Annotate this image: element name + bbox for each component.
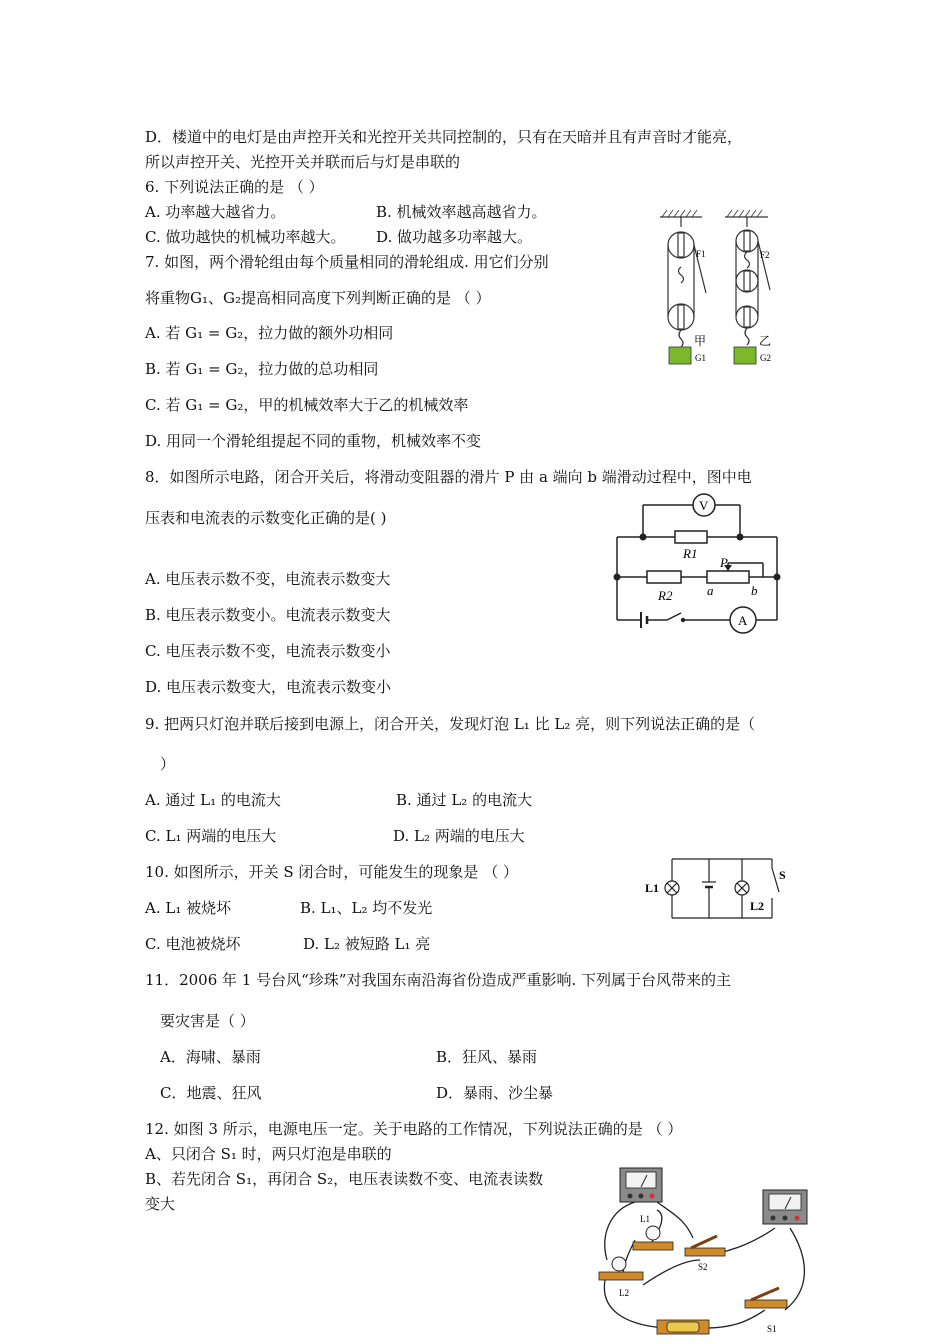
ammeter-label: A	[738, 613, 748, 628]
q9-stem-line1: 9. 把两只灯泡并联后接到电源上，闭合开关，发现灯泡 L₁ 比 L₂ 亮，则下列说法正确的是（	[145, 715, 756, 733]
q11-stem-line2: 要灾害是（ ）	[160, 1012, 255, 1030]
q8-option-b: B. 电压表示数变小。电流表示数变大	[145, 606, 391, 624]
pulley-yi-label: 乙	[759, 334, 772, 348]
q9-stem-line2: ）	[160, 755, 176, 773]
q7-stem-line2: 将重物G₁、G₂提高相同高度下列判断正确的是 （ ）	[145, 289, 491, 307]
physical-circuit-figure	[595, 1160, 815, 1344]
parallel-lamp-circuit-figure	[642, 852, 802, 927]
photo-s1-label: S1	[767, 1324, 777, 1334]
lamp-l1-label: L1	[645, 881, 660, 895]
q10-option-a: A. L₁ 被烧坏	[145, 899, 232, 917]
slider-p-label: P	[720, 555, 728, 570]
q8-option-a: A. 电压表示数不变，电流表示数变大	[145, 570, 391, 588]
q5-option-d-line1: D．楼道中的电灯是由声控开关和光控开关共同控制的，只有在天暗并且有声音时才能亮，	[145, 128, 743, 146]
rheostat-circuit-figure	[605, 485, 790, 640]
q5-option-d-line2: 所以声控开关、光控开关并联而后与灯是串联的	[145, 153, 461, 171]
q12-stem: 12. 如图 3 所示，电源电压一定。关于电路的工作情况，下列说法正确的是 （ ）	[145, 1120, 683, 1138]
q11-stem-line1: 11．2006 年 1 号台风“珍珠”对我国东南沿海省份造成严重影响. 下列属于台风带来的主	[145, 971, 731, 989]
r1-label: R1	[683, 546, 698, 561]
q8-option-d: D. 电压表示数变大，电流表示数变小	[145, 678, 392, 696]
q7-option-b: B. 若 G₁ = G₂，拉力做的总功相同	[145, 360, 379, 378]
q7-option-d: D. 用同一个滑轮组提起不同的重物，机械效率不变	[145, 432, 482, 450]
r2-label: R2	[658, 588, 673, 603]
q11-option-b: B．狂风、暴雨	[436, 1048, 538, 1066]
q10-stem: 10. 如图所示，开关 S 闭合时，可能发生的现象是 （ ）	[145, 863, 518, 881]
q11-option-c: C．地震、狂风	[160, 1084, 262, 1102]
q8-option-c: C. 电压表示数不变，电流表示数变小	[145, 642, 391, 660]
q12-option-b-line2: 变大	[145, 1195, 176, 1213]
q11-option-a: A．海啸、暴雨	[160, 1048, 261, 1066]
q6-option-d: D. 做功越多功率越大。	[376, 228, 533, 246]
voltmeter-label: V	[699, 498, 709, 513]
q7-option-c: C. 若 G₁ = G₂，甲的机械效率大于乙的机械效率	[145, 396, 469, 414]
pulley-g1-label: G1	[695, 353, 706, 363]
q7-option-a: A. 若 G₁ = G₂，拉力做的额外功相同	[145, 324, 394, 342]
photo-l2-label: L2	[619, 1288, 629, 1298]
q11-option-d: D．暴雨、沙尘暴	[436, 1084, 554, 1102]
switch-s-label: S	[779, 868, 786, 882]
photo-s2-label: S2	[698, 1262, 708, 1272]
q12-option-b-line1: B、若先闭合 S₁，再闭合 S₂，电压表读数不变、电流表读数	[145, 1170, 544, 1188]
q8-stem-line1: 8．如图所示电路，闭合开关后，将滑动变阻器的滑片 P 由 a 端向 b 端滑动过程中，图中电	[145, 468, 752, 486]
lamp-l2-label: L2	[750, 899, 765, 913]
q9-option-a: A. 通过 L₁ 的电流大	[145, 791, 281, 809]
q9-option-d: D. L₂ 两端的电压大	[393, 827, 525, 845]
q9-option-b: B. 通过 L₂ 的电流大	[396, 791, 533, 809]
pulley-g2-label: G2	[760, 353, 771, 363]
photo-l1-label: L1	[640, 1214, 650, 1224]
q9-option-c: C. L₁ 两端的电压大	[145, 827, 277, 845]
q10-option-d: D. L₂ 被短路 L₁ 亮	[303, 935, 431, 953]
q6-option-a: A. 功率越大越省力。	[145, 203, 286, 221]
pulley-f1-label: F1	[696, 249, 706, 259]
q10-option-c: C. 电池被烧坏	[145, 935, 241, 953]
pulley-f2-label: F2	[760, 250, 770, 260]
q8-stem-line2: 压表和电流表的示数变化正确的是( )	[145, 509, 387, 527]
pulley-figure	[650, 205, 790, 370]
q10-option-b: B. L₁、L₂ 均不发光	[300, 899, 433, 917]
q7-stem-line1: 7. 如图，两个滑轮组由每个质量相同的滑轮组成. 用它们分别	[145, 253, 549, 271]
pulley-jia-label: 甲	[694, 334, 707, 348]
q6-option-c: C. 做功越快的机械功率越大。	[145, 228, 346, 246]
q6-option-b: B. 机械效率越高越省力。	[376, 203, 547, 221]
end-b-label: b	[751, 583, 758, 598]
q12-option-a: A、只闭合 S₁ 时，两只灯泡是串联的	[145, 1145, 392, 1163]
end-a-label: a	[707, 583, 714, 598]
q6-stem: 6. 下列说法正确的是 （ ）	[145, 178, 324, 196]
